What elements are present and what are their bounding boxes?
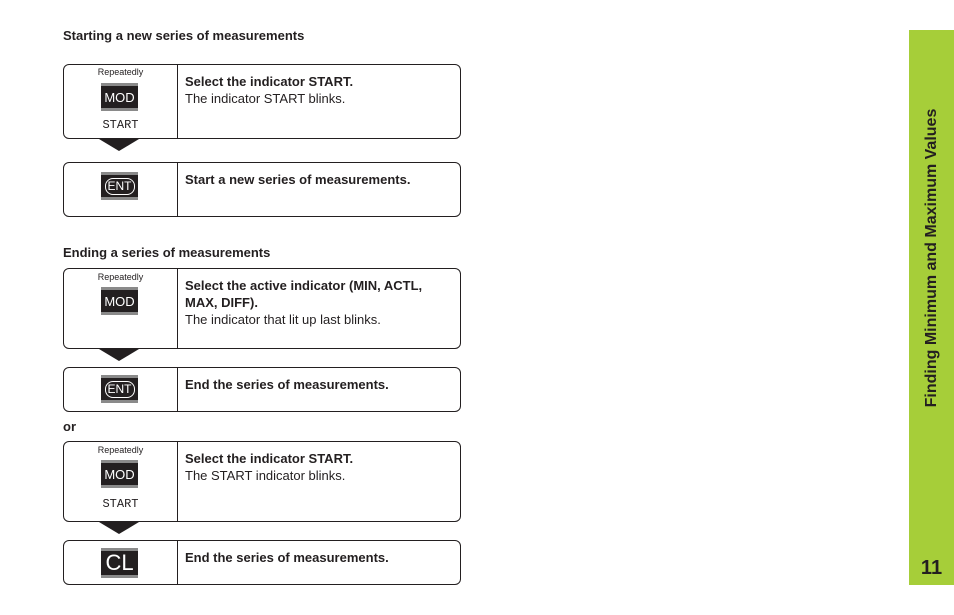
or-label: or bbox=[63, 419, 76, 434]
key-column bbox=[64, 442, 178, 521]
ent-key-label: ENT bbox=[105, 381, 135, 398]
section-heading-starting: Starting a new series of measurements bbox=[63, 28, 305, 43]
step-text bbox=[185, 171, 452, 188]
display-start: START bbox=[102, 118, 139, 132]
step-description: The indicator that lit up last blinks. bbox=[185, 312, 381, 327]
step-text bbox=[185, 277, 452, 328]
step-instruction: Select the indicator START. bbox=[185, 451, 354, 466]
down-arrow-icon bbox=[99, 522, 139, 534]
step-text bbox=[185, 376, 452, 393]
ent-key bbox=[101, 375, 138, 403]
step-instruction: End the series of measurements. bbox=[185, 377, 389, 392]
key-column bbox=[64, 541, 178, 584]
step-select-start bbox=[63, 64, 461, 139]
step-description: The indicator START blinks. bbox=[185, 91, 346, 106]
repeatedly-label: Repeatedly bbox=[97, 67, 144, 77]
down-arrow-icon bbox=[99, 349, 139, 361]
step-description: The START indicator blinks. bbox=[185, 468, 346, 483]
ent-key-label: ENT bbox=[105, 178, 135, 195]
chapter-sidebar bbox=[909, 30, 954, 585]
key-column bbox=[64, 163, 178, 216]
step-select-start-alt bbox=[63, 441, 461, 522]
step-start-series bbox=[63, 162, 461, 217]
chapter-title: Finding Minimum and Maximum Values bbox=[922, 108, 940, 408]
mod-key: MOD bbox=[101, 460, 138, 488]
page-number: 11 bbox=[920, 557, 943, 579]
step-select-active-indicator bbox=[63, 268, 461, 349]
step-instruction: Start a new series of measurements. bbox=[185, 172, 411, 187]
down-arrow-icon bbox=[99, 139, 139, 151]
key-column bbox=[64, 368, 178, 411]
key-column bbox=[64, 269, 178, 348]
step-text bbox=[185, 450, 452, 484]
ent-key bbox=[101, 172, 138, 200]
step-instruction: End the series of measurements. bbox=[185, 550, 389, 565]
section-heading-ending: Ending a series of measurements bbox=[63, 245, 271, 260]
key-column bbox=[64, 65, 178, 138]
step-instruction: Select the active indicator (MIN, ACTL, MAX, DIFF). bbox=[185, 278, 423, 310]
cl-key: CL bbox=[101, 548, 138, 578]
display-start: START bbox=[102, 497, 139, 511]
step-instruction: Select the indicator START. bbox=[185, 74, 354, 89]
step-text bbox=[185, 549, 452, 566]
mod-key: MOD bbox=[101, 83, 138, 111]
repeatedly-label: Repeatedly bbox=[97, 272, 144, 282]
repeatedly-label: Repeatedly bbox=[97, 445, 144, 455]
mod-key: MOD bbox=[101, 287, 138, 315]
step-end-series-cl bbox=[63, 540, 461, 585]
step-end-series-ent bbox=[63, 367, 461, 412]
step-text bbox=[185, 73, 452, 107]
